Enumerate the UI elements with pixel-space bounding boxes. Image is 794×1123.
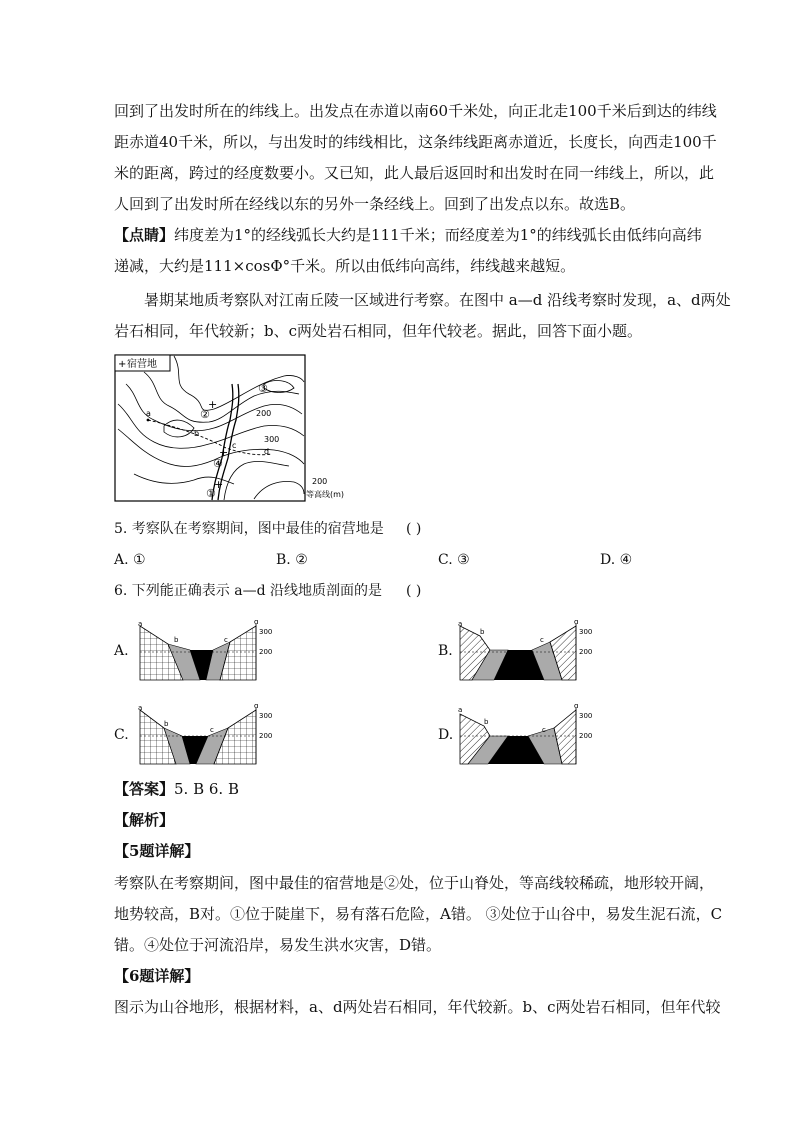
q5-option-c: C. ③	[438, 552, 470, 568]
profile-d	[458, 704, 598, 766]
answer-label: 【答案】	[114, 780, 175, 798]
label-c: c	[232, 441, 237, 450]
intro-line: 暑期某地质考察队对江南丘陵一区域进行考察。在图中 a—d 沿线考察时发现，a、d两处	[144, 291, 731, 309]
camp-cross-icon: +	[208, 398, 218, 411]
marker-4: ④	[213, 457, 223, 470]
camp-legend-cross-icon: +	[118, 359, 127, 370]
question-5-blank: ( )	[406, 521, 422, 537]
q5-option-d: D. ④	[600, 552, 633, 568]
q6-option-c-label: C.	[114, 727, 129, 743]
profile-c	[138, 704, 278, 766]
camp-cross-icon: +	[219, 446, 229, 459]
profile-b-label-c: c	[540, 636, 544, 644]
point-a	[147, 419, 150, 422]
profile-d-label-d: d	[574, 704, 579, 710]
q5-detail-line: 考察队在考察期间，图中最佳的宿营地是②处，位于山脊处，等高线较稀疏，地形较开阔，	[114, 874, 715, 892]
marker-3: ③	[258, 382, 268, 395]
tip-label: 【点睛】	[114, 226, 175, 244]
legend-contour-caption: 等高线(m)	[306, 490, 345, 499]
profile-c-label-c: c	[210, 726, 214, 734]
intro-line: 岩石相同，年代较新；b、c两处岩石相同，但年代较老。据此，回答下面小题。	[114, 322, 643, 340]
label-a: a	[146, 409, 151, 418]
contour-label-200: 200	[256, 409, 272, 418]
question-5-stem: 5. 考察队在考察期间，图中最佳的宿营地是	[114, 521, 384, 537]
q5-detail-line: 错。④处位于河流沿岸，易发生洪水灾害，D错。	[114, 936, 442, 954]
legend-contour-value: 200	[312, 477, 328, 486]
q6-detail-line: 图示为山谷地形，根据材料，a、d两处岩石相同，年代较新。b、c两处岩石相同，但年代较	[114, 998, 721, 1016]
q5-detail-line: 地势较高，B对。①位于陡崖下，易有落石危险，A错。 ③处位于山谷中，易发生泥石流，C	[114, 905, 723, 923]
q6-option-d-label: D.	[438, 727, 454, 743]
q5-option-a: A. ①	[114, 552, 146, 568]
answer-line	[114, 779, 680, 799]
question-6-blank: ( )	[406, 583, 422, 599]
contour-map	[114, 354, 354, 504]
profile-d-tick-200: 200	[579, 732, 593, 740]
q6-option-a-label: A.	[114, 643, 129, 659]
profile-d-tick-300: 300	[579, 712, 593, 720]
profile-d-label-c: c	[542, 726, 546, 734]
q5-detail-heading: 【5题详解】	[114, 842, 200, 860]
paragraph-line: 米的距离，跨过的经度数要小。又已知，此人最后返回时和出发时在同一纬线上，所以，此	[114, 164, 715, 182]
contour-label-300: 300	[264, 435, 280, 444]
tip-line	[114, 225, 702, 245]
label-b: b	[194, 429, 200, 438]
camp-legend-label: 宿营地	[127, 359, 157, 370]
profile-d-label-b: b	[484, 718, 489, 726]
profile-b-label-a: a	[458, 620, 463, 628]
profile-d-label-a: a	[458, 706, 463, 714]
profile-a-label-b: b	[174, 636, 179, 644]
paragraph-line: 回到了出发时所在的纬线上。出发点在赤道以南60千米处，向正北走100千米后到达的纬线	[114, 102, 717, 120]
profile-b-label-d: d	[574, 620, 579, 626]
profile-a-label-d: d	[254, 620, 259, 626]
marker-2: ②	[200, 408, 210, 421]
tip-text: 纬度差为1°的经线弧长大约是111千米；而经度差为1°的纬线弧长由低纬向高纬	[174, 226, 702, 244]
answer-text: 5. B 6. B	[174, 780, 239, 798]
label-d: d	[264, 447, 270, 456]
q6-option-b-label: B.	[438, 643, 453, 659]
profile-a-tick-300: 300	[259, 628, 273, 636]
profile-c-tick-200: 200	[259, 732, 273, 740]
profile-b-tick-300: 300	[579, 628, 593, 636]
profile-b-tick-200: 200	[579, 648, 593, 656]
tip-line: 递减，大约是111×cosΦ°千米。所以由低纬向高纬，纬线越来越短。	[114, 257, 576, 275]
q5-option-b: B. ②	[276, 552, 308, 568]
profile-c-tick-300: 300	[259, 712, 273, 720]
profile-a-label-a: a	[138, 620, 143, 628]
analysis-heading: 【解析】	[114, 811, 175, 829]
profile-c-label-b: b	[164, 720, 169, 728]
profile-c-label-d: d	[254, 704, 259, 710]
q6-detail-heading: 【6题详解】	[114, 967, 200, 985]
profile-a-tick-200: 200	[259, 648, 273, 656]
question-6-stem: 6. 下列能正确表示 a—d 沿线地质剖面的是	[114, 583, 383, 599]
profile-a	[138, 620, 278, 682]
paragraph-line: 距赤道40千米，所以，与出发时的纬线相比，这条纬线距离赤道近，长度长，向西走100千	[114, 133, 717, 151]
profile-b-label-b: b	[480, 628, 485, 636]
profile-a-label-c: c	[224, 636, 228, 644]
paragraph-line: 人回到了出发时所在经线以东的另外一条经线上。回到了出发点以东。故选B。	[114, 195, 636, 213]
profile-b	[458, 620, 598, 682]
marker-1: ①	[206, 487, 216, 500]
map-frame	[115, 355, 305, 501]
camp-cross-icon: +	[214, 478, 224, 491]
profile-c-label-a: a	[138, 704, 143, 712]
